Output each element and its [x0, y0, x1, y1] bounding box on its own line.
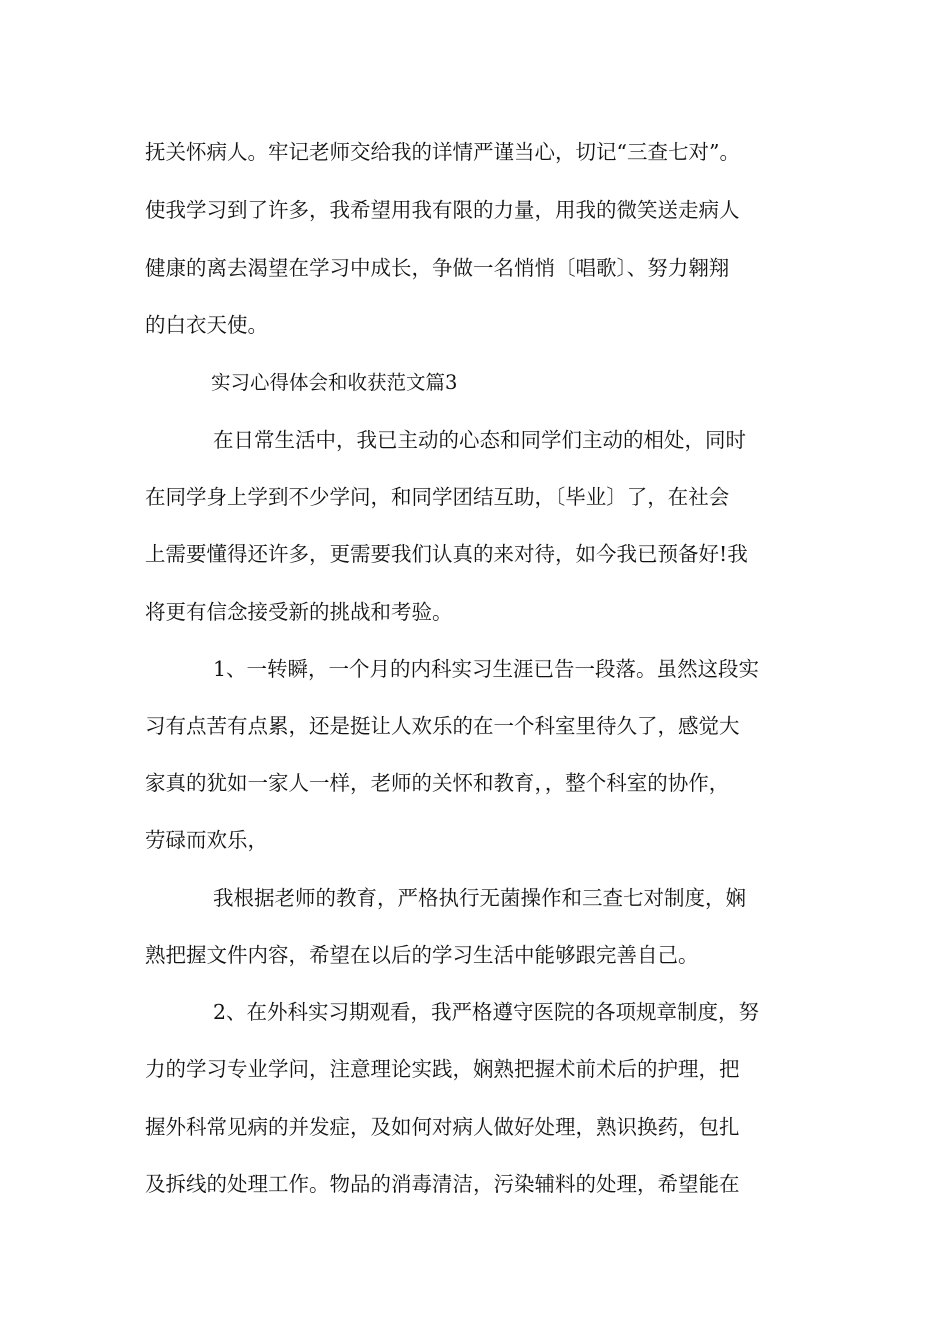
paragraph-line: 劳碌而欢乐， [145, 828, 268, 852]
paragraph-line: 握外科常见病的并发症，及如何对病人做好处理，熟识换药，包扎 [145, 1115, 740, 1139]
paragraph-line: 的白衣天使。 [145, 313, 268, 337]
paragraph-line: 上需要懂得还许多，更需要我们认真的来对待，如今我已预备好!我 [145, 542, 748, 566]
paragraph-line: 家真的犹如一家人一样，老师的关怀和教育，，整个科室的协作， [145, 771, 730, 795]
paragraph-line: 2、在外科实习期观看，我严格遵守医院的各项规章制度，努 [213, 1000, 760, 1024]
paragraph-line: 我根据老师的教育，严格执行无菌操作和三查七对制度，娴 [213, 886, 746, 910]
paragraph-line: 将更有信念接受新的挑战和考验。 [145, 600, 453, 624]
paragraph-line: 1、一转瞬，一个月的内科实习生涯已告一段落。虽然这段实 [213, 657, 760, 681]
paragraph-line: 习有点苦有点累，还是挺让人欢乐的在一个科室里待久了，感觉大 [145, 714, 740, 738]
paragraph-line: 在同学身上学到不少学问，和同学团结互助，〔毕业〕了，在社会 [145, 485, 730, 509]
paragraph-line: 在日常生活中，我已主动的心态和同学们主动的相处，同时 [213, 428, 746, 452]
paragraph-line: 抚关怀病人。牢记老师交给我的详情严谨当心，切记“三查七对”。 [145, 140, 740, 164]
paragraph-line: 及拆线的处理工作。物品的消毒清洁，污染辅料的处理，希望能在 [145, 1172, 740, 1196]
paragraph-line: 健康的离去渴望在学习中成长，争做一名悄悄〔唱歌〕、努力翱翔 [145, 256, 730, 280]
paragraph-line: 使我学习到了许多，我希望用我有限的力量，用我的微笑送走病人 [145, 198, 740, 222]
paragraph-line: 熟把握文件内容，希望在以后的学习生活中能够跟完善自己。 [145, 943, 699, 967]
section-heading: 实习心得体会和收获范文篇3 [211, 371, 458, 394]
paragraph-line: 力的学习专业学问，注意理论实践，娴熟把握术前术后的护理，把 [145, 1057, 740, 1081]
